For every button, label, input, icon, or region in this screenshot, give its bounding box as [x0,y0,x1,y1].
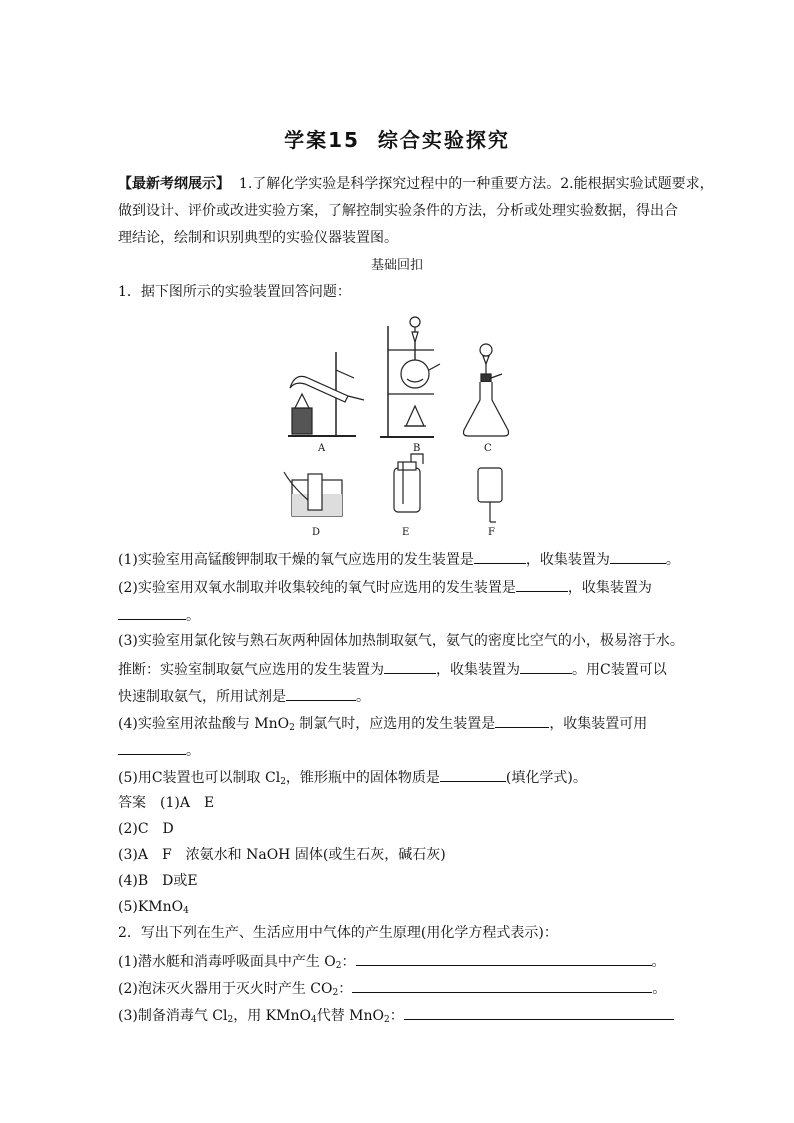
q1-p2-text-a: (2)实验室用双氧水制取并收集较纯的氧气时应选用的发生装置是 [118,580,516,596]
page-title [0,124,794,153]
title-text: 综合实验探究 [377,128,510,152]
syllabus-line-2: 做到设计、评价或改进实验方案，了解控制实验条件的方法，分析或处理实验数据，得出合 [118,203,678,219]
q1-p4-text-c: ，收集装置可用 [549,716,648,732]
answer-blank[interactable] [384,659,436,674]
answer-line-3: (3)A F 浓氨水和 NaOH 固体(或生石灰，碱石灰) [118,847,446,863]
answer-blank[interactable] [495,713,549,728]
answer-blank[interactable] [118,605,186,620]
syllabus-line-1 [118,175,714,193]
q1-p4-subscript: 2 [289,723,295,733]
answer-blank[interactable] [404,1005,674,1020]
q1-part-3-line-3 [118,686,370,706]
q2-item-3 [118,1005,674,1029]
label-e: E [402,527,410,538]
q1-p1-text-c: 。 [665,552,680,568]
apparatus-figure [280,312,540,542]
syllabus-text-1: 1.了解化学实验是科学探究过程中的一种重要方法。2.能根据实验试题要求， [238,176,714,192]
answer-blank[interactable] [118,740,186,755]
q2-i2-text-b: ： [338,981,353,997]
answer-blank[interactable] [440,767,506,782]
label-d: D [312,527,321,538]
answer-line-4: (4)B D或E [118,873,198,889]
q2-i3-text-a: (3)制备消毒气 Cl [118,1008,228,1024]
answer-blank[interactable] [474,549,526,564]
q2-i2-subscript: 2 [332,988,339,998]
q1-p4-text-a: (4)实验室用浓盐酸与 MnO [118,716,290,732]
q1-p3-text-e: 。 [356,689,370,705]
q2-i3-text-b: ，用 KMnO [233,1008,311,1024]
q1-part-2-cont [118,605,200,625]
q1-p4-text-d: 。 [186,743,200,759]
q2-i3-subscript: 2 [227,1015,234,1025]
answer-blank[interactable] [520,659,572,674]
q2-stem: 2．写出下列在生产、生活应用中气体的产生原理(用化学方程式表示)： [118,925,558,941]
q1-part-3: (3)实验室用氯化铵与熟石灰两种固体加热制取氨气，氨气的密度比空气的小，极易溶于水。 [118,633,684,649]
q1-part-4-cont [118,740,200,760]
q1-p3-text-a: 推断：实验室制取氨气应选用的发生装置为 [118,662,384,678]
answer-blank[interactable] [352,978,652,993]
q2-item-1 [118,951,666,975]
q1-part-3-line-2 [118,659,667,679]
q2-i3-subscript-2: 4 [310,1015,317,1025]
q1-p5-subscript: 2 [280,777,286,787]
q2-i3-text-d: ： [389,1008,404,1024]
q1-p5-text-b: ，锥形瓶中的固体物质是 [285,770,440,786]
q1-p3-text-d: 快速制取氨气，所用试剂是 [118,689,286,705]
answer-line-1: 答案 (1)A E [118,795,215,811]
q2-i1-end: 。 [651,954,666,970]
answer-line-5 [118,898,189,920]
q1-part-1 [118,549,680,569]
q1-p2-text-c: 。 [186,608,200,624]
q2-i1-text-b: ： [341,954,356,970]
q2-item-2 [118,978,666,1002]
q2-i1-subscript: 2 [335,961,342,971]
q2-i2-end: 。 [652,981,667,997]
answer-5-subscript: 4 [183,906,189,916]
label-b: B [413,443,421,454]
q1-p1-text-a: (1)实验室用高锰酸钾制取干燥的氧气应选用的发生装置是 [118,552,474,568]
q1-p2-text-b: ，收集装置为 [567,580,652,596]
label-c: C [484,443,492,454]
q1-part-5 [118,767,587,791]
section-heading: 基础回扣 [370,258,423,273]
q1-part-4 [118,713,647,737]
q2-i1-text-a: (1)潜水艇和消毒呼吸面具中产生 O [118,954,336,970]
q1-part-2 [118,577,652,597]
answer-blank[interactable] [516,577,568,592]
q2-i2-text-a: (2)泡沫灭火器用于灭火时产生 CO [118,981,333,997]
title-number: 学案15 [284,128,360,152]
label-a: A [318,443,326,454]
answer-blank[interactable] [356,951,652,966]
q1-p1-text-b: ，收集装置为 [525,552,610,568]
q2-i3-text-c: 代替 MnO [316,1008,384,1024]
answer-5-text: (5)KMnO [118,899,184,915]
apparatus-diagram [280,312,540,542]
answer-blank[interactable] [286,686,356,701]
syllabus-line-3: 理结论，绘制和识别典型的实验仪器装置图。 [118,230,398,246]
answer-line-2: (2)C D [118,821,174,837]
label-f: F [488,527,495,538]
q1-stem: 1．据下图所示的实验装置回答问题： [118,284,351,300]
q1-p3-text-b: ，收集装置为 [436,662,520,678]
q1-p3-text-c: 。用C装置可以 [572,662,667,678]
q1-p4-text-b: 制氯气时，应选用的发生装置是 [294,716,496,732]
q1-p5-text-a: (5)用C装置也可以制取 Cl [118,770,281,786]
syllabus-label: 【最新考纲展示】 [118,176,230,192]
q2-i3-subscript-3: 2 [383,1015,390,1025]
answer-blank[interactable] [610,549,666,564]
q1-p5-text-c: (填化学式)。 [505,770,587,786]
